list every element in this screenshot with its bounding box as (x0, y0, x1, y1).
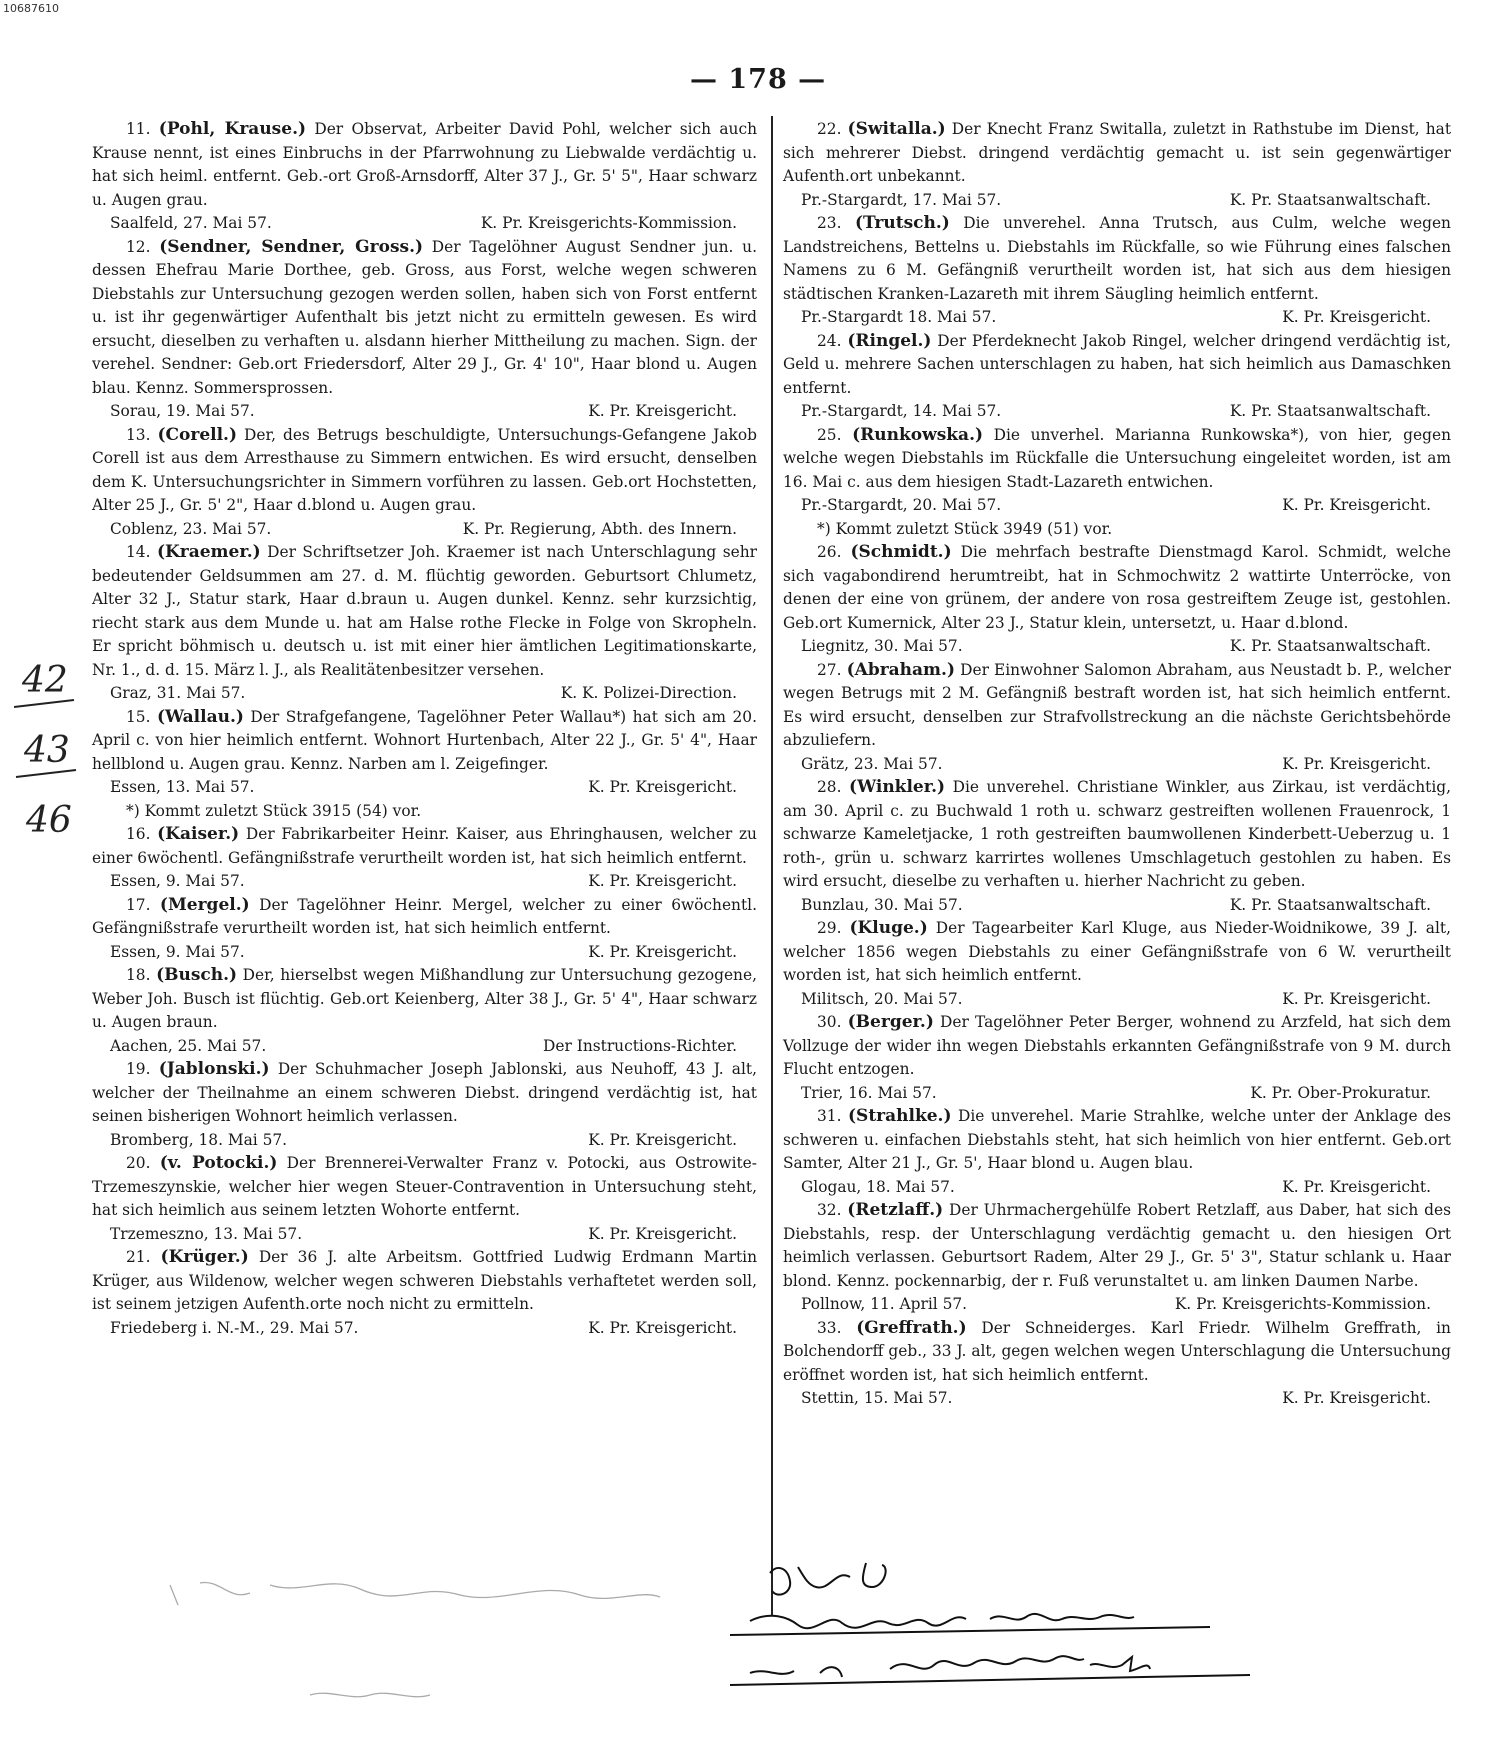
notice-entry (783, 917, 1451, 1011)
signature-authority: K. Pr. Kreisgericht. (588, 778, 737, 796)
notice-name: (Retzlaff.) (847, 1200, 944, 1220)
notice-text: Der Tagelöhner Peter Berger, wohnend zu Arzfeld, hat sich dem Vollzuge der wider ihn wegen Diebstahls erkannten Gefängnißstrafe von 9 M. durch Flucht entzogen. (783, 1013, 1451, 1078)
notice-signature (783, 635, 1451, 659)
notice-entry (783, 118, 1451, 212)
signature-place-date: Pr.-Stargardt, 14. Mai 57. (801, 402, 1002, 420)
notice-text: Die unverehel. Anna Trutsch, aus Culm, welche wegen Landstreichens, Bettelns u. Diebstahls im Rückfalle, so wie Führung eines falschen Namens zu 6 M. Gefängniß verurtheilt worden ist, hat sich aus dem hiesigen städtischen Kranken-Lazareth mit ihrem Säugling heimlich entfernt. (783, 214, 1451, 303)
signature-place-date: Essen, 9. Mai 57. (110, 872, 245, 890)
signature-place-date: Pr.-Stargardt, 20. Mai 57. (801, 496, 1002, 514)
notice-text: Der, hierselbst wegen Mißhandlung zur Untersuchung gezogene, Weber Joh. Busch ist flüchtig. Geb.ort Keienberg, Alter 38 J., Gr. 5' 4", Haar schwarz u. Augen braun. (92, 966, 757, 1031)
notice-name: (Corell.) (157, 424, 238, 445)
notice-entry (783, 1011, 1451, 1105)
notice-name: (Mergel.) (159, 894, 250, 915)
signature-place-date: Bromberg, 18. Mai 57. (110, 1130, 288, 1149)
signature-place-date: Militsch, 20. Mai 57. (801, 989, 963, 1008)
notice-signature (783, 189, 1451, 213)
notice-name: (Schmidt.) (850, 542, 952, 562)
notice-body (92, 706, 757, 777)
notice-number: 13. (126, 425, 151, 444)
notice-entry (92, 964, 757, 1058)
notice-body (783, 1317, 1451, 1388)
signature-authority: K. Pr. Staatsanwaltschaft. (1229, 637, 1431, 655)
notice-body (783, 541, 1451, 635)
notice-signature (783, 753, 1451, 777)
notice-entry (92, 236, 757, 424)
notice-entry (92, 894, 757, 965)
notice-entry (783, 541, 1451, 659)
notice-footnote: *) Kommt zuletzt Stück 3915 (54) vor. (126, 801, 422, 820)
notice-name: (Wallau.) (156, 706, 244, 727)
page-number: — 178 — (690, 64, 827, 95)
notice-name: (Strahlke.) (848, 1106, 952, 1126)
notice-signature (92, 400, 757, 424)
notice-body (92, 1058, 757, 1129)
notice-text: Die unverhel. Marianna Runkowska*), von hier, gegen welche wegen Diebstahls im Rückfalle die Untersuchung eingeleitet worden, ist am 16. Mai c. aus dem hiesigen Stadt-Lazareth entwichen. (783, 425, 1451, 491)
notice-signature (92, 941, 757, 965)
margin-handwritten-notes (14, 652, 84, 852)
notice-name: (Winkler.) (849, 777, 946, 797)
notice-text: Der Knecht Franz Switalla, zuletzt in Rathstube im Dienst, hat sich mehrerer Diebst. dringend verdächtig gemacht u. ist sein gegenwärtiger Aufenth.ort unbekannt. (783, 120, 1451, 185)
signature-authority: K. Pr. Kreisgerichts-Kommission. (1174, 1295, 1431, 1313)
signature-authority: Der Instructions-Richter. (543, 1036, 737, 1055)
notice-signature (92, 682, 757, 706)
notice-text: Der Schriftsetzer Joh. Kraemer ist nach Unterschlagung sehr bedeutender Geldsummen am 27. d. M. flüchtig geworden. Geburtsort Chlumetz, Alter 32 J., Statur stark, Haar d.braun u. Augen dunkel. Kennz. sehr kurzsichtig, riecht stark aus dem Munde u. hat am Halse rothe Flecke in Folge von Skropheln. Er spricht böhmisch u. deutsch u. ist mit einer hier ämtlichen Legitimationskarte, Nr. 1., d. d. 15. März l. J., als Realitätenbesitzer versehen. (92, 543, 757, 679)
notice-signature (783, 1082, 1451, 1106)
signature-place-date: Glogau, 18. Mai 57. (801, 1177, 955, 1196)
notice-entry (783, 776, 1451, 917)
column-divider (771, 116, 773, 1616)
notice-body (92, 118, 757, 212)
notice-text: Der Strafgefangene, Tagelöhner Peter Wallau*) hat sich am 20. April c. von hier heimlich entfernt. Wohnort Hurtenbach, Alter 22 J., Gr. 5' 4", Haar hellblond u. Augen grau. Kennz. Narben am l. Zeigefinger. (92, 707, 757, 773)
signature-authority: K. Pr. Kreisgericht. (1282, 989, 1431, 1008)
notice-number: 33. (817, 1318, 842, 1337)
notice-number: 17. (126, 895, 151, 914)
notice-text: Der Observat, Arbeiter David Pohl, welcher sich auch Krause nennt, ist eines Einbruchs in der Pfarrwohnung zu Liebwalde verdächtig u. hat sich heiml. entfernt. Geb.-ort Groß-Arnsdorff, Alter 37 J., Gr. 5' 5", Haar schwarz u. Augen grau. (92, 120, 757, 209)
notice-entry (783, 212, 1451, 330)
notice-entry (92, 706, 757, 824)
notice-signature (783, 1387, 1451, 1411)
notice-body (783, 917, 1451, 988)
notice-name: (Jablonski.) (158, 1059, 270, 1079)
notice-entry (92, 823, 757, 894)
notice-entry (92, 424, 757, 542)
signature-authority: K. Pr. Kreisgericht. (588, 402, 737, 420)
signature-authority: K. Pr. Staatsanwaltschaft. (1229, 895, 1431, 914)
notice-signature (783, 400, 1451, 424)
signature-place-date: Bunzlau, 30. Mai 57. (801, 895, 963, 914)
notice-name: (Ringel.) (847, 330, 932, 351)
signature-place-date: Essen, 9. Mai 57. (110, 942, 245, 961)
notice-entry (92, 541, 757, 706)
notice-text: Die unverehel. Christiane Winkler, aus Zirkau, ist verdächtig, am 30. April c. zu Buchwald 1 roth u. schwarz gestreiften wollenen Frauenrock, 1 schwarze Kameletjacke, 1 roth gestreiften baumwollenen Kinderbett-Ueberzug u. 1 roth-, grün u. schwarz karrirtes wollenes Umschlagetuch gestohlen zu haben. Es wird ersucht, dieselbe zu verhaften u. hierher Nachricht zu geben. (783, 778, 1451, 890)
notice-body (783, 659, 1451, 753)
notice-entry (783, 1317, 1451, 1411)
notice-text: Der Brennerei-Verwalter Franz v. Potocki, aus Ostrowite-Trzemeszynskie, welcher hier wegen Steuer-Contravention in Untersuchung steht, hat sich heimlich aus seinem letzten Wohorte entfernt. (92, 1154, 757, 1219)
signature-place-date: Aachen, 25. Mai 57. (110, 1036, 267, 1055)
signature-place-date: Trier, 16. Mai 57. (801, 1083, 937, 1102)
margin-note-1: 42 (22, 660, 68, 701)
notice-name: (Abraham.) (846, 659, 956, 680)
signature-authority: K. Pr. Kreisgerichts-Kommission. (480, 214, 737, 232)
signature-authority: K. Pr. Kreisgericht. (1282, 308, 1431, 326)
signature-authority: K. Pr. Staatsanwaltschaft. (1229, 190, 1431, 209)
notice-text: Der, des Betrugs beschuldigte, Untersuchungs-Gefangene Jakob Corell ist aus dem Arresthause zu Simmern entwichen. Es wird ersucht, denselben dem K. Untersuchungsrichter in Simmern vorführen zu lassen. Geb.ort Hochstetten, Alter 25 J., Gr. 5' 2", Haar d.blond u. Augen grau. (92, 425, 757, 514)
notice-entry (783, 330, 1451, 424)
notice-number: 16. (126, 825, 151, 843)
notice-entry (92, 118, 757, 236)
notice-body (92, 823, 757, 870)
notice-name: (Switalla.) (847, 119, 946, 139)
notice-number: 27. (817, 660, 842, 679)
notice-name: (Pohl, Krause.) (158, 119, 307, 139)
notice-body (783, 1105, 1451, 1176)
signature-place-date: Trzemeszno, 13. Mai 57. (110, 1224, 303, 1243)
notice-number: 32. (817, 1201, 842, 1219)
notice-name: (Busch.) (156, 965, 238, 985)
signature-authority: K. Pr. Kreisgericht. (588, 872, 737, 890)
margin-note-2: 43 (24, 730, 70, 771)
notice-name: (v. Potocki.) (159, 1153, 278, 1173)
signature-authority: K. Pr. Kreisgericht. (588, 942, 737, 961)
notice-footnote: *) Kommt zuletzt Stück 3949 (51) vor. (817, 519, 1113, 538)
signature-place-date: Saalfeld, 27. Mai 57. (110, 214, 272, 232)
notice-body (92, 424, 757, 518)
notice-body (92, 894, 757, 941)
notice-body (92, 964, 757, 1035)
notice-body (92, 1246, 757, 1317)
notice-text: Der Einwohner Salomon Abraham, aus Neustadt b. P., welcher wegen Betrugs mit 2 M. Gefängniß bestraft worden ist, hat sich heimlich entfernt. Es wird ersucht, denselben zur Strafvollstreckung an die nächste Gerichtsbehörde abzuliefern. (783, 660, 1451, 749)
signature-place-date: Graz, 31. Mai 57. (110, 684, 246, 702)
notice-name: (Kaiser.) (157, 824, 240, 844)
notice-signature (92, 1035, 757, 1059)
notice-signature (783, 306, 1451, 330)
signature-authority: K. Pr. Kreisgericht. (1282, 496, 1431, 514)
signature-place-date: Pollnow, 11. April 57. (801, 1295, 968, 1313)
notice-number: 24. (817, 331, 842, 350)
signature-authority: K. Pr. Kreisgericht. (1282, 1389, 1431, 1407)
notice-text: Die unverehel. Marie Strahlke, welche unter der Anklage des schweren u. einfachen Diebstahls steht, hat sich heimlich von hier entfernt. Geb.ort Samter, Alter 21 J., Gr. 5', Haar blond u. Augen blau. (783, 1107, 1451, 1172)
notice-number: 23. (817, 214, 842, 232)
notice-text: Der Schneiderges. Karl Friedr. Wilhelm Greffrath, in Bolchendorff geb., 33 J. alt, gegen welchen wegen Unterschlagung die Untersuchung eröffnet worden ist, hat sich heimlich entfernt. (783, 1318, 1451, 1384)
notice-name: (Kraemer.) (156, 542, 261, 562)
signature-place-date: Grätz, 23. Mai 57. (801, 754, 943, 773)
notice-signature (92, 518, 757, 542)
notice-number: 20. (126, 1154, 151, 1172)
signature-authority: K. Pr. Ober-Prokuratur. (1250, 1083, 1431, 1102)
notice-number: 19. (126, 1060, 151, 1078)
notice-text: Die mehrfach bestrafte Dienstmagd Karol. Schmidt, welche sich vagabondirend herumtreibt, hat in Schmochwitz 2 wattirte Unterröcke, von denen der eine von grünem, der andere von rosa gestreiftem Zeuge ist, gestohlen. Geb.ort Kumernick, Alter 23 J., Statur klein, untersetzt, u. Haar d.blond. (783, 543, 1451, 632)
notice-text: Der Schuhmacher Joseph Jablonski, aus Neuhoff, 43 J. alt, welcher der Theilnahme an einem schweren Diebst. dringend verdächtig ist, hat seinen bisherigen Wohnort heimlich verlassen. (92, 1060, 757, 1125)
notice-body (92, 541, 757, 682)
notice-body (783, 1199, 1451, 1293)
notice-text: Der Tagelöhner Heinr. Mergel, welcher zu einer 6wöchentl. Gefängnißstrafe verurtheilt worden ist, hat sich heimlich entfernt. (92, 895, 757, 937)
notice-signature (783, 988, 1451, 1012)
notice-signature (783, 1176, 1451, 1200)
notice-body (783, 424, 1451, 495)
notice-number: 11. (126, 120, 151, 138)
notice-name: (Greffrath.) (856, 1317, 967, 1338)
notice-signature (92, 212, 757, 236)
notice-name: (Sendner, Sendner, Gross.) (159, 236, 424, 257)
handwritten-annotation (130, 1555, 1430, 1743)
notice-entry (92, 1246, 757, 1340)
notice-number: 30. (817, 1013, 842, 1031)
notice-body (92, 236, 757, 401)
notice-body (783, 118, 1451, 189)
notice-name: (Trutsch.) (854, 213, 950, 233)
notice-number: 18. (126, 966, 151, 984)
notice-signature (92, 776, 757, 800)
notice-number: 21. (126, 1248, 151, 1266)
scan-id: 10687610 (3, 2, 59, 15)
notice-body (783, 1011, 1451, 1082)
signature-place-date: Essen, 13. Mai 57. (110, 778, 255, 796)
notice-signature (783, 494, 1451, 518)
signature-place-date: Pr.-Stargardt, 17. Mai 57. (801, 190, 1002, 209)
notice-number: 25. (817, 425, 842, 444)
handwritten-scribble-drawing (130, 1555, 1430, 1743)
notice-number: 31. (817, 1107, 842, 1125)
notice-body (92, 1152, 757, 1223)
notice-text: Der Uhrmachergehülfe Robert Retzlaff, aus Daber, hat sich des Diebstahls, resp. der Unterschlagung verdächtig gemacht u. den hiesigen Ort heimlich verlassen. Geburtsort Radem, Alter 29 J., Gr. 5' 3", Statur schlank u. Haar blond. Kennz. pockennarbig, der r. Fuß verunstaltet u. am linken Daumen Narbe. (783, 1201, 1451, 1290)
signature-authority: K. Pr. Staatsanwaltschaft. (1229, 402, 1431, 420)
notice-text: Der Pferdeknecht Jakob Ringel, welcher dringend verdächtig ist, Geld u. mehrere Sachen unterschlagen zu haben, hat sich heimlich aus Damaschken entfernt. (783, 331, 1451, 397)
notice-number: 29. (817, 919, 842, 937)
notice-body (783, 776, 1451, 894)
notice-signature (783, 1293, 1451, 1317)
signature-authority: K. Pr. Kreisgericht. (588, 1224, 737, 1243)
notice-number: 15. (126, 707, 151, 726)
left-column (92, 118, 757, 1340)
signature-authority: K. Pr. Kreisgericht. (588, 1130, 737, 1149)
notice-entry (783, 1105, 1451, 1199)
notice-name: (Berger.) (847, 1012, 934, 1032)
signature-authority: K. Pr. Kreisgericht. (1282, 754, 1431, 773)
notice-entry (92, 1152, 757, 1246)
handwritten-margin-numbers (14, 652, 84, 852)
signature-place-date: Liegnitz, 30. Mai 57. (801, 637, 963, 655)
notice-entry (783, 659, 1451, 777)
notice-body (783, 212, 1451, 306)
notice-entry (92, 1058, 757, 1152)
signature-place-date: Sorau, 19. Mai 57. (110, 402, 255, 420)
signature-authority: K. K. Polizei-Direction. (560, 684, 737, 702)
signature-place-date: Stettin, 15. Mai 57. (801, 1389, 953, 1407)
notice-number: 26. (817, 543, 842, 561)
signature-authority: K. Pr. Regierung, Abth. des Innern. (462, 519, 737, 538)
notice-entry (783, 424, 1451, 542)
notice-text: Der Tagearbeiter Karl Kluge, aus Nieder-Woidnikowe, 39 J. alt, welcher 1856 wegen Diebstahls zu einer Gefängnißstrafe von 6 W. verurtheilt worden ist, hat sich heimlich entfernt. (783, 919, 1451, 984)
notice-signature (92, 870, 757, 894)
notice-number: 28. (817, 778, 842, 796)
margin-note-3: 46 (26, 800, 72, 841)
signature-authority: K. Pr. Kreisgericht. (1282, 1177, 1431, 1196)
notice-number: 14. (126, 543, 151, 561)
notice-name: (Runkowska.) (852, 424, 984, 445)
signature-place-date: Pr.-Stargardt 18. Mai 57. (801, 308, 997, 326)
notice-text: Der Fabrikarbeiter Heinr. Kaiser, aus Ehringhausen, welcher zu einer 6wöchentl. Gefängnißstrafe verurtheilt worden ist, hat sich heimlich entfernt. (92, 825, 757, 867)
notice-name: (Kluge.) (849, 918, 928, 938)
notice-text: Der Tagelöhner August Sendner jun. u. dessen Ehefrau Marie Dorthee, geb. Gross, aus Forst, welche wegen schweren Diebstahls zur Untersuchung gezogen werden sollen, haben sich von Forst entfernt u. ist ihr gegenwärtiger Aufenthalt bis jetzt nicht zu ermitteln gewesen. Es wird ersucht, dieselben zu verhaften u. alsdann hierher Mittheilung zu machen. Sign. der verehel. Sendner: Geb.ort Friedersdorf, Alter 29 J., Gr. 4' 10", Haar blond u. Augen blau. Kennz. Sommersprossen. (92, 237, 757, 397)
notice-body (783, 330, 1451, 401)
notice-signature (92, 1129, 757, 1153)
notice-number: 22. (817, 120, 842, 138)
notice-signature (92, 1317, 757, 1341)
notice-signature (92, 1223, 757, 1247)
notice-name: (Krüger.) (160, 1247, 249, 1267)
notice-text: Der 36 J. alte Arbeitsm. Gottfried Ludwig Erdmann Martin Krüger, aus Wildenow, welcher wegen schweren Diebstahls verhaftetet werden soll, ist seinem jetzigen Aufenth.orte noch nicht zu ermitteln. (92, 1248, 757, 1313)
right-column (783, 118, 1451, 1411)
notice-number: 12. (126, 237, 151, 256)
notice-signature (783, 894, 1451, 918)
signature-place-date: Friedeberg i. N.-M., 29. Mai 57. (110, 1318, 359, 1337)
notice-entry (783, 1199, 1451, 1317)
signature-authority: K. Pr. Kreisgericht. (588, 1318, 737, 1337)
signature-place-date: Coblenz, 23. Mai 57. (110, 519, 272, 538)
